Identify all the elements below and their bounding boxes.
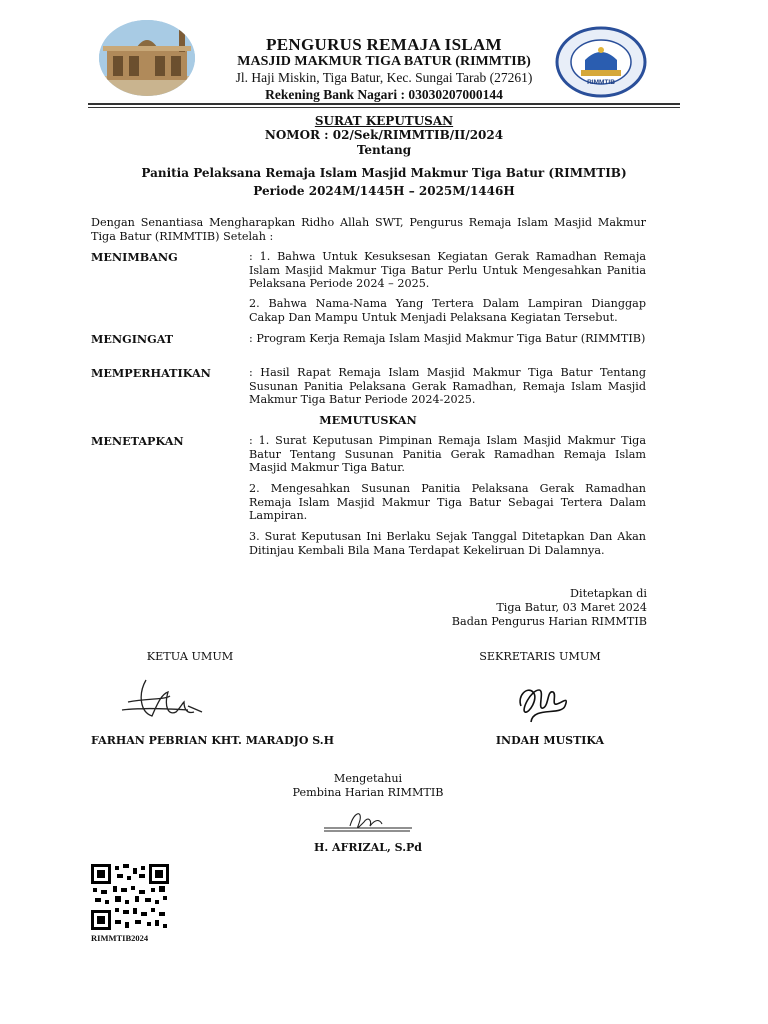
acknowledger-signature bbox=[320, 806, 416, 840]
doc-subject-line1: Panitia Pelaksana Remaja Islam Masjid Makmur Tiga Batur (RIMMTIB) bbox=[141, 166, 627, 180]
board-name: Badan Pengurus Harian RIMMTIB bbox=[451, 615, 647, 628]
mengingat-text: : Program Kerja Remaja Islam Masjid Makmur Tiga Batur (RIMMTIB) bbox=[249, 332, 646, 345]
rimmtib-logo bbox=[555, 26, 647, 98]
menetapkan-point-1: : 1. Surat Keputusan Pimpinan Remaja Islam Masjid Makmur Tiga Batur Tentang Susunan Panitia Gerak Ramadhan Remaja Islam Masjid Makmur Tiga Batur. bbox=[249, 434, 646, 474]
doc-number: NOMOR : 02/Sek/RIMMTIB/II/2024 bbox=[264, 128, 504, 142]
header-divider-thin bbox=[88, 107, 680, 108]
doc-subject-line2: Periode 2024M/1445H – 2025M/1446H bbox=[253, 184, 515, 198]
memperhatikan-text: : Hasil Rapat Remaja Islam Masjid Makmur Tiga Batur Tentang Susunan Panitia Pelaksana Gerak Ramadhan, Remaja Islam Masjid Makmur Tiga Batur Periode 2024-2025. bbox=[249, 366, 646, 406]
org-name: PENGURUS REMAJA ISLAM bbox=[266, 35, 502, 54]
place-date: Tiga Batur, 03 Maret 2024 bbox=[496, 601, 647, 614]
acknowledger-name: H. AFRIZAL, S.Pd bbox=[314, 841, 422, 854]
right-signer-role: SEKRETARIS UMUM bbox=[479, 650, 601, 663]
intro-paragraph: Dengan Senantiasa Mengharapkan Ridho Allah SWT, Pengurus Remaja Islam Masjid Makmur Tiga Batur (RIMMTIB) Setelah : bbox=[91, 216, 646, 243]
memperhatikan-label: MEMPERHATIKAN bbox=[91, 366, 211, 380]
menetapkan-label: MENETAPKAN bbox=[91, 434, 184, 448]
set-at-label: Ditetapkan di bbox=[570, 587, 647, 600]
left-signer-role: KETUA UMUM bbox=[146, 650, 234, 663]
acknowledged-label: Mengetahui bbox=[333, 772, 403, 785]
acknowledger-role: Pembina Harian RIMMTIB bbox=[292, 786, 444, 799]
menimbang-point-1: : 1. Bahwa Untuk Kesuksesan Kegiatan Gerak Ramadhan Remaja Islam Masjid Makmur Tiga Batur Perlu Untuk Mengesahkan Panitia Pelaksana Periode 2024 – 2025. bbox=[249, 250, 646, 290]
left-signer-name: FARHAN PEBRIAN KHT. MARADJO S.H bbox=[91, 734, 335, 747]
menetapkan-point-3: 3. Surat Keputusan Ini Berlaku Sejak Tanggal Ditetapkan Dan Akan Ditinjau Kembali Bila Mana Terdapat Kekeliruan Di Dalamnya. bbox=[249, 530, 646, 557]
left-signature bbox=[118, 672, 218, 728]
mosque-photo bbox=[99, 20, 195, 96]
header-divider bbox=[88, 103, 680, 105]
doc-heading: SURAT KEPUTUSAN bbox=[314, 114, 454, 128]
right-signature bbox=[513, 676, 573, 730]
doc-about: Tentang bbox=[356, 143, 412, 157]
menimbang-label: MENIMBANG bbox=[91, 250, 178, 264]
org-address: Jl. Haji Miskin, Tiga Batur, Kec. Sungai Tarab (27261) bbox=[235, 70, 533, 85]
qr-code bbox=[91, 864, 169, 934]
menetapkan-point-2: 2. Mengesahkan Susunan Panitia Pelaksana Gerak Ramadhan Remaja Islam Masjid Makmur Tiga Batur Sebagai Tertera Dalam Lampiran. bbox=[249, 482, 646, 522]
menimbang-point-2: 2. Bahwa Nama-Nama Yang Tertera Dalam Lampiran Dianggap Cakap Dan Mampu Untuk Menjadi Pelaksana Kegiatan Tersebut. bbox=[249, 297, 646, 324]
qr-caption: RIMMTIB2024 bbox=[91, 933, 149, 943]
org-subtitle: MASJID MAKMUR TIGA BATUR (RIMMTIB) bbox=[237, 54, 531, 69]
mosque-illustration bbox=[99, 20, 195, 96]
memutuskan-heading: MEMUTUSKAN bbox=[319, 413, 417, 427]
right-signer-name: INDAH MUSTIKA bbox=[495, 734, 605, 747]
logo-abbr: RIMMTIB bbox=[587, 79, 615, 86]
mengingat-label: MENGINGAT bbox=[91, 332, 174, 346]
org-bank-account: Rekening Bank Nagari : 03030207000144 bbox=[265, 87, 503, 102]
